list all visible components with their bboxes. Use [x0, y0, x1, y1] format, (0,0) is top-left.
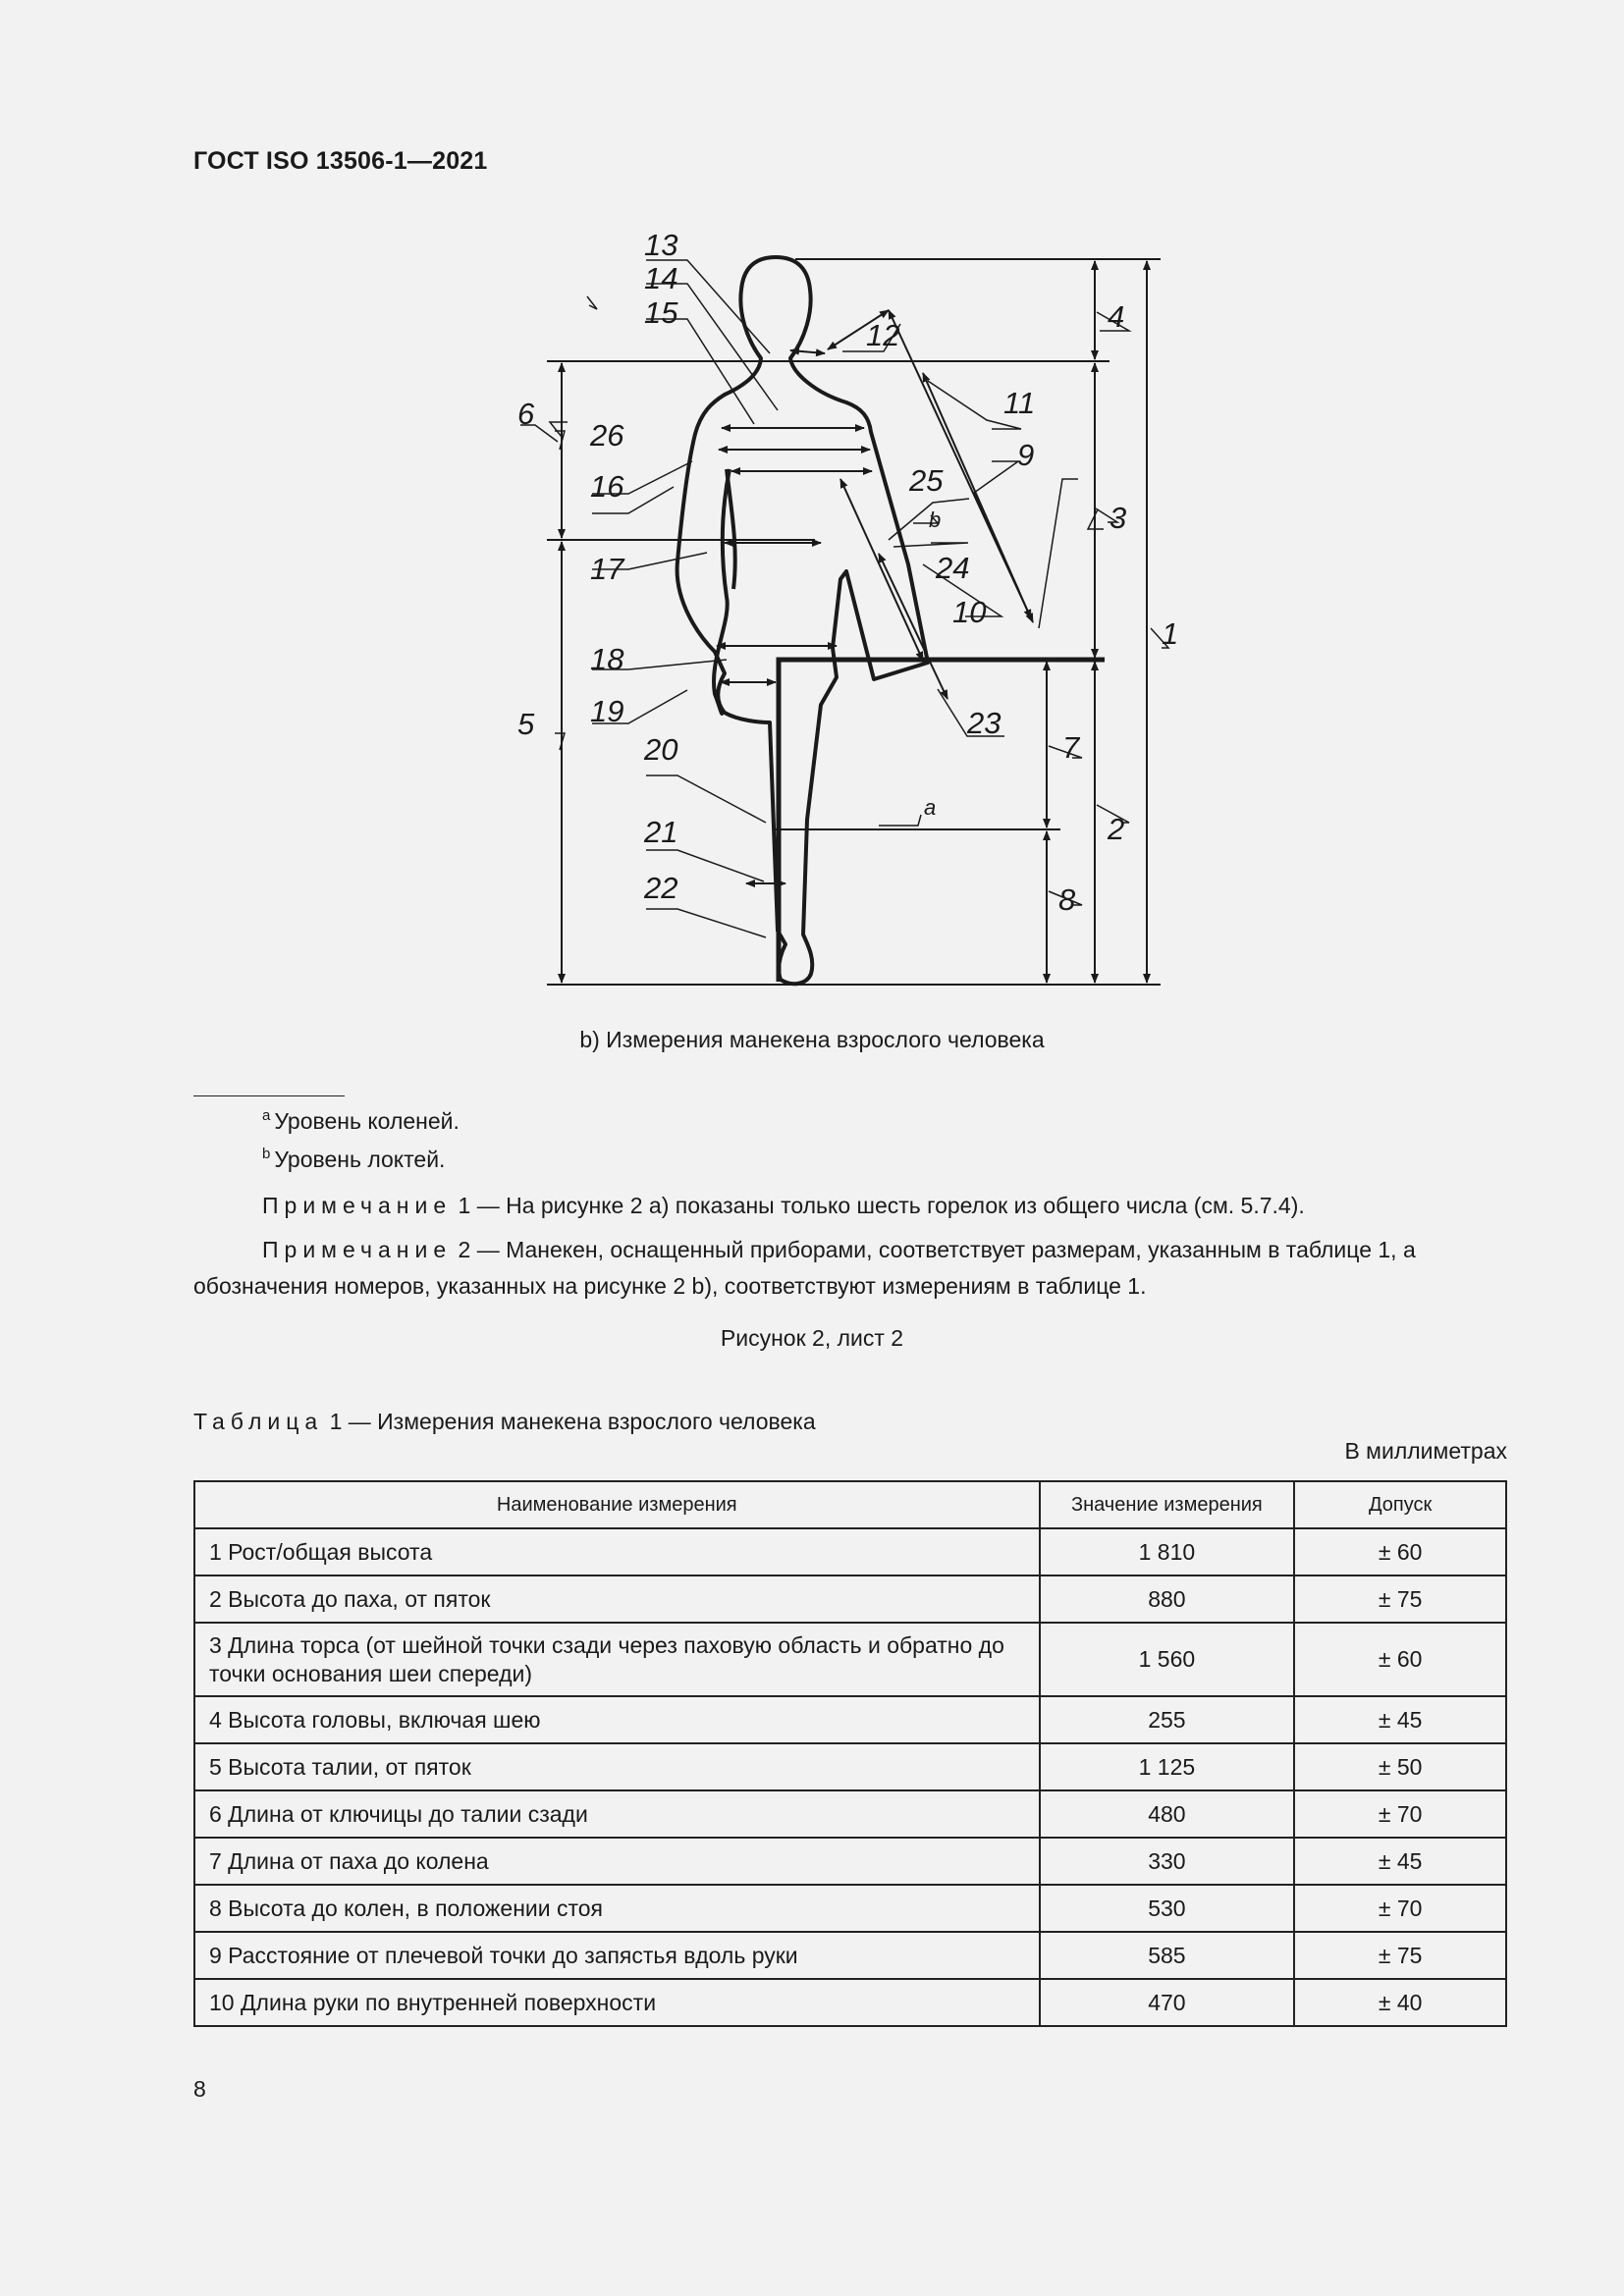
- column-header-name: Наименование измерения: [194, 1481, 1040, 1528]
- label-1: 1: [1162, 616, 1179, 651]
- label-17: 17: [590, 552, 624, 586]
- label-23: 23: [967, 706, 1001, 740]
- cell-name: 10 Длина руки по внутренней поверхности: [194, 1979, 1040, 2026]
- label-24: 24: [936, 551, 970, 585]
- mannequin-outline: [677, 257, 928, 984]
- footnote-a-text: Уровень коленей.: [274, 1108, 460, 1134]
- label-5: 5: [517, 707, 535, 741]
- table-title: [193, 1409, 816, 1435]
- cell-value: 1 810: [1040, 1528, 1295, 1575]
- table-row: [194, 1979, 1506, 2026]
- cell-name: 4 Высота головы, включая шею: [194, 1696, 1040, 1743]
- cell-name: 3 Длина торса (от шейной точки сзади через паховую область и обратно до точки основания шеи спереди): [194, 1623, 1040, 1696]
- cell-value: 880: [1040, 1575, 1295, 1623]
- label-letter-b: b: [929, 507, 942, 532]
- table-row: [194, 1838, 1506, 1885]
- cell-value: 470: [1040, 1979, 1295, 2026]
- measurements-table: [193, 1480, 1507, 2027]
- cell-value: 1 125: [1040, 1743, 1295, 1790]
- label-9: 9: [1017, 438, 1035, 472]
- cell-tolerance: ± 70: [1294, 1885, 1506, 1932]
- label-13: 13: [644, 228, 678, 262]
- footnote-rule: [193, 1095, 345, 1096]
- label-15: 15: [644, 295, 678, 330]
- cell-tolerance: ± 45: [1294, 1696, 1506, 1743]
- label-3: 3: [1110, 501, 1127, 535]
- table-row: [194, 1575, 1506, 1623]
- reference-lines: [547, 259, 1161, 985]
- label-20: 20: [644, 732, 678, 767]
- table-row: [194, 1790, 1506, 1838]
- cell-tolerance: ± 70: [1294, 1790, 1506, 1838]
- cell-name: 1 Рост/общая высота: [194, 1528, 1040, 1575]
- cell-tolerance: ± 60: [1294, 1623, 1506, 1696]
- crotch-line: [779, 660, 1105, 982]
- label-21: 21: [644, 815, 678, 849]
- column-header-tolerance: Допуск: [1294, 1481, 1506, 1528]
- cell-tolerance: ± 75: [1294, 1932, 1506, 1979]
- cell-tolerance: ± 45: [1294, 1838, 1506, 1885]
- mannequin-figure: [0, 0, 1624, 1021]
- cell-tolerance: ± 50: [1294, 1743, 1506, 1790]
- footnote-a-mark: a: [262, 1107, 271, 1124]
- figure-reference: Рисунок 2, лист 2: [720, 1325, 904, 1351]
- table-units: В миллиметрах: [1344, 1438, 1507, 1464]
- cell-name: 5 Высота талии, от пяток: [194, 1743, 1040, 1790]
- footnote-a: [262, 1107, 460, 1135]
- note-1-text: 1 — На рисунке 2 а) показаны только шесть горелок из общего числа (см. 5.7.4).: [452, 1193, 1305, 1218]
- note-1-label: Примечание: [262, 1193, 453, 1218]
- cell-name: 7 Длина от паха до колена: [194, 1838, 1040, 1885]
- table-title-text: 1 — Измерения манекена взрослого человека: [323, 1409, 816, 1434]
- footnote-b-text: Уровень локтей.: [274, 1147, 446, 1172]
- label-letter-a: a: [924, 795, 937, 820]
- cell-value: 1 560: [1040, 1623, 1295, 1696]
- footnote-b: [262, 1146, 445, 1173]
- label-26: 26: [590, 418, 624, 453]
- note-2-text: 2 — Манекен, оснащенный приборами, соответствует размерам, указанным в таблице 1, а обозначения номеров, указанных на рисунке 2 b), соответствуют измерениям в таблице 1.: [193, 1237, 1416, 1299]
- table-row: [194, 1623, 1506, 1696]
- cell-name: 9 Расстояние от плечевой точки до запястья вдоль руки: [194, 1932, 1040, 1979]
- document-header: ГОСТ ISO 13506-1—2021: [193, 147, 488, 175]
- cell-tolerance: ± 75: [1294, 1575, 1506, 1623]
- note-2-label: Примечание: [262, 1237, 453, 1262]
- table-row: [194, 1528, 1506, 1575]
- table-row: [194, 1885, 1506, 1932]
- figure-caption: b) Измерения манекена взрослого человека: [579, 1027, 1045, 1052]
- label-25: 25: [909, 463, 944, 498]
- label-6: 6: [517, 397, 535, 431]
- page-number: 8: [193, 2076, 206, 2102]
- table-header-row: [194, 1481, 1506, 1528]
- cell-tolerance: ± 60: [1294, 1528, 1506, 1575]
- label-11: 11: [1003, 386, 1036, 420]
- label-19: 19: [590, 694, 624, 728]
- cell-value: 585: [1040, 1932, 1295, 1979]
- table-row: [194, 1743, 1506, 1790]
- cell-value: 480: [1040, 1790, 1295, 1838]
- cell-value: 330: [1040, 1838, 1295, 1885]
- label-12: 12: [866, 318, 900, 352]
- label-4: 4: [1108, 299, 1125, 334]
- footnote-b-mark: b: [262, 1146, 271, 1162]
- label-22: 22: [644, 871, 678, 905]
- note-2: [193, 1232, 1509, 1305]
- cell-value: 255: [1040, 1696, 1295, 1743]
- label-10: 10: [952, 595, 987, 629]
- cell-tolerance: ± 40: [1294, 1979, 1506, 2026]
- column-header-value: Значение измерения: [1040, 1481, 1295, 1528]
- label-18: 18: [590, 642, 624, 676]
- cell-name: 8 Высота до колен, в положении стоя: [194, 1885, 1040, 1932]
- label-14: 14: [644, 261, 678, 295]
- label-16: 16: [590, 469, 624, 504]
- label-8: 8: [1058, 882, 1076, 917]
- note-1: [193, 1188, 1509, 1224]
- cell-name: 2 Высота до паха, от пяток: [194, 1575, 1040, 1623]
- table-row: [194, 1932, 1506, 1979]
- table-row: [194, 1696, 1506, 1743]
- table-label: Таблица: [193, 1409, 324, 1434]
- cell-name: 6 Длина от ключицы до талии сзади: [194, 1790, 1040, 1838]
- label-2: 2: [1108, 812, 1125, 846]
- label-7: 7: [1062, 730, 1080, 765]
- cell-value: 530: [1040, 1885, 1295, 1932]
